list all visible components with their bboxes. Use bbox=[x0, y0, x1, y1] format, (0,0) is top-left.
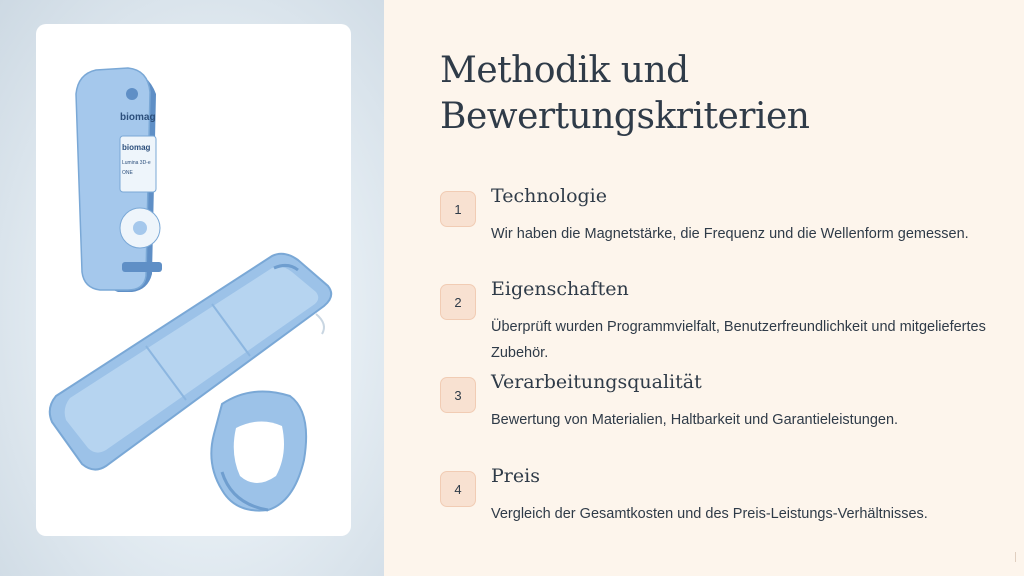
screen-model-line2-label: ONE bbox=[122, 170, 133, 176]
criterion-number-badge: 3 bbox=[440, 377, 476, 413]
criterion-title: Preis bbox=[491, 465, 540, 487]
criterion-title: Verarbeitungsqualität bbox=[491, 371, 702, 393]
criterion-description: Überprüft wurden Programmvielfalt, Benutzerfreundlichkeit und mitgeliefertes Zubehör. bbox=[491, 319, 986, 361]
slide-title: Methodik und Bewertungskriterien bbox=[440, 50, 810, 137]
screen-model-label: Lumina 3D-e bbox=[122, 160, 151, 166]
page-corner-mark bbox=[1015, 552, 1016, 562]
device-brand-label: biomag bbox=[120, 112, 156, 123]
criterion-title: Eigenschaften bbox=[491, 278, 629, 300]
criterion-number-badge: 2 bbox=[440, 284, 476, 320]
magnetic-therapy-device-illustration bbox=[36, 24, 351, 536]
criterion-description: Wir haben die Magnetstärke, die Frequenz und die Wellenform gemessen. bbox=[491, 226, 969, 242]
ring-applicator bbox=[211, 392, 306, 511]
product-image bbox=[36, 24, 351, 536]
criterion-number-badge: 1 bbox=[440, 191, 476, 227]
criterion-number-badge: 4 bbox=[440, 471, 476, 507]
content-panel bbox=[384, 0, 1024, 576]
criterion-title: Technologie bbox=[491, 185, 607, 207]
image-panel bbox=[0, 0, 384, 576]
criterion-description: Vergleich der Gesamtkosten und des Preis-Leistungs-Verhältnisses. bbox=[491, 506, 928, 522]
criterion-description: Bewertung von Materialien, Haltbarkeit und Garantieleistungen. bbox=[491, 412, 899, 428]
screen-brand-label: biomag bbox=[122, 143, 151, 152]
control-unit bbox=[76, 68, 162, 292]
